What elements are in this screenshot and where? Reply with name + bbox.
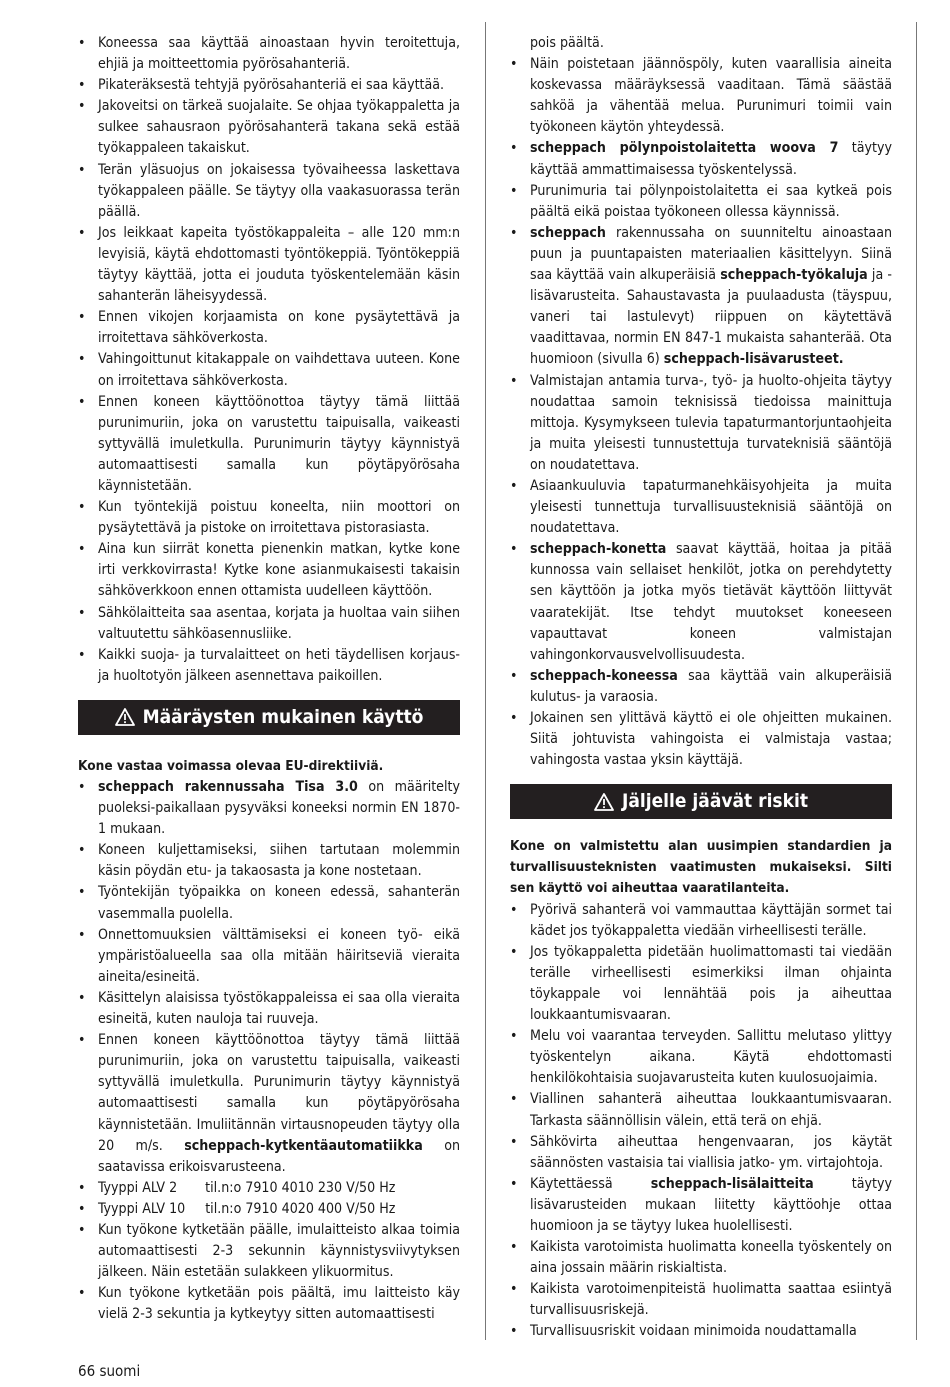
left-column [78, 33, 460, 1325]
item-text: Ennen koneen käyttöönottoa täytyy tämä liittää purunimuriin, joka on varustettu taipuisalla, vaikeasti syttyvällä imuletkulla. Purunimurin täytyy käynnistyä automaattisesti samalla kun pöytäpyörösaha käynnistetään. Imuliitännän virtausnopeuden täytyy olla 20 m/s. [98, 1032, 460, 1154]
list-item: • Kun työkone kytketään pois päältä, imu laitteisto käy vielä 2-3 sekuntia ja kytkeytyy sitten automaattisesti [78, 1283, 460, 1325]
brand-text: scheppach-lisälaitteita [650, 1175, 814, 1192]
section-title: Määräysten mukainen käyttö [142, 705, 424, 728]
type-label: Tyyppi ALV 10 [98, 1200, 186, 1217]
list-item [510, 223, 892, 371]
item-text: täytyy käyttää ammattimaisessa työskentelyssä. [530, 140, 892, 178]
brand-text: scheppach-kytkentäautomatiikka [184, 1137, 423, 1154]
brand-text: scheppach-lisävarusteet. [663, 351, 844, 368]
intended-use-list-continued [510, 54, 892, 771]
order-number: til.n:o 7910 4020 400 V/50 Hz [205, 1200, 396, 1217]
list-item [78, 777, 460, 840]
list-item: • Vahingoittunut kitakappale on vaihdettava uuteen. Kone on irroitettava sähköverkosta. [78, 349, 460, 391]
item-text: saavat käyttää, hoitaa ja pitää kunnossa vain sellaiset henkilöt, jotka on perehdytetty sen käyttöön ja jotka myös tietävät käyttöön liittyvät vaaratekijät. Itse tehdyt muutokset koneeseen vapauttavat koneen valmistajan vahingonkorvausvelvollisuudesta. [530, 541, 892, 663]
list-item: • Melu voi vaarantaa terveyden. Sallittu melutaso ylittyy työskentelyn aikana. Käytä ehdottomasti henkilökohtaisia suojavarusteita kuten kuulosuojaimia. [510, 1026, 892, 1089]
list-item: • Aina kun siirrät konetta pienenkin matkan, kytke kone irti verkkovirrasta! Kytke kone asianmukaisesti takaisin sähköverkkoon ennen ottamista uudelleen käyttöön. [78, 539, 460, 602]
list-item: • Pikateräksestä tehtyjä pyörösahanteriä ei saa käyttää. [78, 75, 460, 96]
list-item: • Ennen vikojen korjaamista on kone pysäytettävä ja irroitettava sähköverkosta. [78, 307, 460, 349]
list-item [510, 539, 892, 666]
brand-text: scheppach rakennussaha Tisa 3.0 [98, 779, 358, 795]
section-title: Jäljelle jäävät riskit [621, 790, 808, 813]
item-text: Käytettäessä [530, 1175, 651, 1192]
intended-use-list [78, 777, 460, 1325]
item-text: ja -lisävarusteita. Sahaustavasta ja puulaadusta (täyspuu, vaneri tai lastulevyt) riippuen on käytettävä vaadittavaa, normin EN 847-1 mukaista sahanterää. Ota huomioon (sivulla 6) [530, 267, 893, 368]
list-item [510, 666, 892, 708]
residual-risks-list [510, 900, 892, 1343]
list-item: • Kun työkone kytketään päälle, imulaitteisto alkaa toimia automaattisesti 2-3 sekunnin käynnistysviivytyksen jälkeen. Näin estetään sulakkeen ylikuormitus. [78, 1220, 460, 1283]
list-item: • Valmistajan antamia turva-, työ- ja huolto-ohjeita täytyy noudattaa samoin teknisissä tiedoissa mainittuja mittoja. Kysymykseen tulevia tapaturmantorjuntaohjeita ja muita yleisesti tunnustettuja turvateknisiä sääntöjä on noudatettava. [510, 371, 892, 476]
list-item: • Jos työkappaletta pidetään huolimattomasti tai viedään terälle virheellisesti esimerkiksi ilman ohjainta töykappale voi lennähtää pois ja aiheuttaa loukkaantumisvaaran. [510, 942, 892, 1026]
list-item [78, 1199, 460, 1220]
type-label: Tyyppi ALV 2 [98, 1179, 178, 1196]
list-item: • Kaikista varotoimenpiteistä huolimatta saattaa esiintyä turvallisuusriskejä. [510, 1279, 892, 1321]
list-item: • Kun työntekijä poistuu koneelta, niin moottori on pysäytettävä ja pistoke on irroitettava pistorasiasta. [78, 497, 460, 539]
list-item: • Kaikista varotoimista huolimatta koneella työskentely on aina jossain määrin riskialtista. [510, 1237, 892, 1279]
list-item: • Jokainen sen ylittävä käyttö ei ole ohjeitten mukainen. Siitä johtuvista vahingoista ei valmistaja vastaa; vahingosta vastaa yksin käyttäjä. [510, 708, 892, 771]
column-divider-right [916, 22, 917, 1340]
list-item: • Pyörivä sahanterä voi vammauttaa käyttäjän sormet tai kädet jos työkappaletta viedään virheellisesti terälle. [510, 900, 892, 942]
list-item: • Koneen kuljettamiseksi, siihen tartutaan molemmin käsin pöydän etu- ja takaosasta ja kone nostetaan. [78, 840, 460, 882]
brand-text: scheppach-koneessa [530, 667, 678, 684]
brand-text: scheppach [530, 224, 606, 241]
list-item: • Terän yläsuojus on jokaisessa työvaiheessa laskettava työkappaleen päälle. Se täytyy olla vaakasuorassa terän päällä. [78, 160, 460, 223]
item-text: on saatavissa erikoisvarusteena. [98, 1137, 460, 1175]
list-item: • Jos leikkaat kapeita työstökappaleita – alle 120 mm:n levyisiä, käytä ehdottomasti työntökeppiä. Työntökeppiä täytyy käyttää, jotta ei jouduta työskentelemään käsin sahanterän läheisyydessä. [78, 223, 460, 307]
warning-triangle-icon [115, 708, 135, 726]
list-item: • Purunimuria tai pölynpoistolaitetta ei saa kytkeä pois päältä eikä poistaa työkoneen ollessa käynnissä. [510, 181, 892, 223]
brand-text: scheppach-konetta [530, 541, 667, 558]
list-item: • Turvallisuusriskit voidaan minimoida noudattamalla [510, 1321, 892, 1342]
section-intro: Kone vastaa voimassa olevaa EU-direktiiviä. [78, 757, 384, 774]
list-item [78, 1030, 460, 1178]
page-footer: 66 suomi [78, 1362, 141, 1380]
list-item: • Sähkölaitteita saa asentaa, korjata ja huoltaa vain siihen valtuutettu sähköasennusliike. [78, 603, 460, 645]
list-item: • Sähkövirta aiheuttaa hengenvaaran, jos käytät säännösten vastaisia tai viallisia jatko- ym. virtajohtoja. [510, 1132, 892, 1174]
brand-text: scheppach-työkaluja [720, 267, 868, 284]
left-bullet-list [78, 33, 460, 687]
continued-text: pois päältä. [530, 35, 604, 51]
brand-text: scheppach pölynpoistolaitetta woova 7 [530, 140, 839, 157]
list-item [510, 1174, 892, 1237]
right-column [510, 33, 892, 1343]
item-text: on määritelty puoleksi-paikallaan pysyväksi koneeksi normin EN 1870-1 mukaan. [98, 779, 460, 838]
list-item: • Onnettomuuksien välttämiseksi ei koneen työ- eikä ympäristöalueella saa olla mitään häiritseviä vieraita aineita/esineitä. [78, 925, 460, 988]
list-item: • Kaikki suoja- ja turvalaitteet on heti täydellisen korjaus- ja huoltotyön jälkeen asennettava paikoillen. [78, 645, 460, 687]
section-heading-residual-risks [510, 784, 892, 819]
list-item: • Asiaankuuluvia tapaturmanehkäisyohjeita ja muita yleisesti tunnettuja turvallisuusteknisiä sääntöjä on noudatettava. [510, 476, 892, 539]
list-item: • Koneessa saa käyttää ainoastaan hyvin teroitettuja, ehjiä ja moitteettomia pyörösahanteriä. [78, 33, 460, 75]
order-number: til.n:o 7910 4010 230 V/50 Hz [205, 1179, 396, 1196]
list-item: • Jakoveitsi on tärkeä suojalaite. Se ohjaa työkappaletta ja sulkee sahausraon pyörösahanterä takana sekä estää työkappaleen takaiskut. [78, 96, 460, 159]
warning-triangle-icon [594, 793, 614, 811]
item-text: rakennussaha on suunniteltu ainoastaan puun ja puuntapaisten materiaalien käsittelyyn. Siinä saa käyttää vain alkuperäisiä [530, 224, 892, 284]
list-item: • Näin poistetaan jäännöspöly, kuten vaarallisia aineita koskevassa määräyksessä vaaditaan. Tämä säästää sahköä ja vähentää melua. Purunimuri toimii vain työkoneen käytön yhteydessä. [510, 54, 892, 138]
item-text: saa käyttää vain alkuperäisiä kulutus- ja varaosia. [530, 667, 892, 705]
list-item [510, 138, 892, 180]
list-item: • Viallinen sahanterä aiheuttaa loukkaantumisvaaran. Tarkasta säännöllisin välein, että terä on ehjä. [510, 1089, 892, 1131]
list-item: • Työntekijän työpaikka on koneen edessä, sahanterän vasemmalla puolella. [78, 882, 460, 924]
section-heading-intended-use [78, 700, 460, 735]
list-item: • Ennen koneen käyttöönottoa täytyy tämä liittää purunimuriin, joka on varustettu taipuisalla, vaikeasti syttyvällä imuletkulla. Purunimurin täytyy käynnistyä automaattisesti samalla kun pöytäpyörösaha käynnistetään. [78, 392, 460, 497]
list-item: • Käsittelyn alaisissa työstökappaleissa ei saa olla vieraita esineitä, kuten nauloja tai ruuveja. [78, 988, 460, 1030]
item-text: täytyy lisävarusteiden mukaan liitetty käyttöohje ottaa huomioon ja se täytyy lukea huolellisesti. [530, 1175, 892, 1234]
list-item [78, 1178, 460, 1199]
section-intro: Kone on valmistettu alan uusimpien standardien ja turvallisuusteknisten vaatimusten mukaiseksi. Silti sen käyttö voi aiheuttaa vaaratilanteita. [510, 838, 892, 897]
column-divider-center [485, 22, 486, 1340]
